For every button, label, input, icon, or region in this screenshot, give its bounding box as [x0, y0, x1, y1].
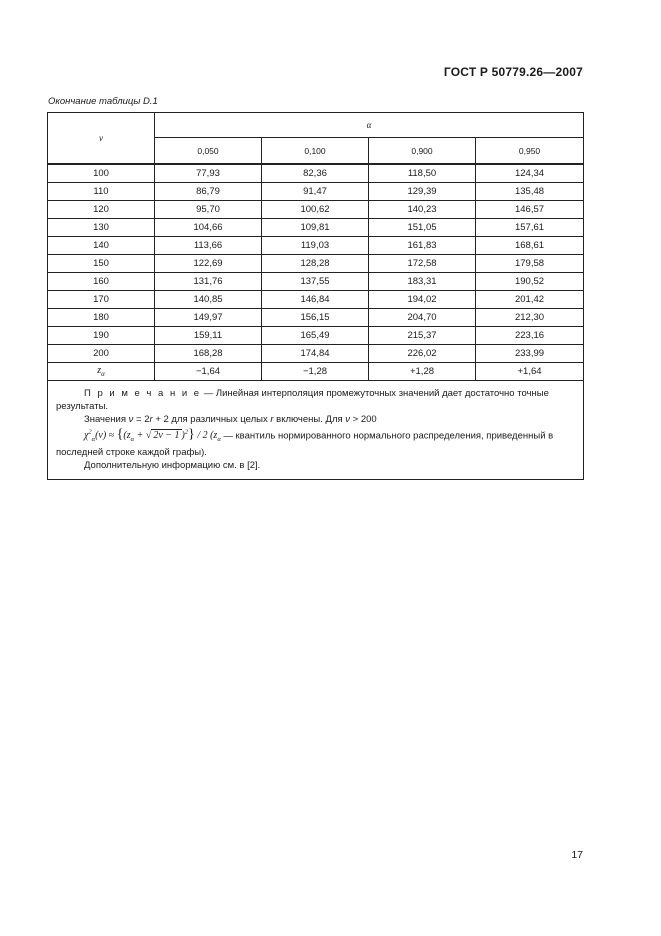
note-text: — квантиль нормированного нормального распределения, приведенный в последней строке каждой графы).	[56, 430, 554, 459]
value-cell: 212,30	[476, 309, 584, 327]
value-cell: 223,16	[476, 327, 584, 345]
z-value-cell: −1,28	[262, 363, 369, 381]
note-paragraph-4: Дополнительную информацию см. в [2].	[84, 460, 261, 472]
table-row	[48, 164, 584, 183]
note-paragraph-1	[56, 387, 575, 413]
table-row	[48, 309, 584, 327]
value-cell: 183,31	[369, 273, 476, 291]
z-value-cell: +1,64	[476, 363, 584, 381]
note-paragraph-3	[56, 426, 575, 459]
nu-cell: 150	[48, 255, 155, 273]
value-cell: 194,02	[369, 291, 476, 309]
value-cell: 168,28	[155, 345, 262, 363]
value-cell: 86,79	[155, 183, 262, 201]
table-frame	[47, 112, 583, 480]
value-cell: 151,05	[369, 219, 476, 237]
table-row	[48, 219, 584, 237]
note-text: — Линейная интерполяция промежуточных значений дает достаточно точные результаты.	[56, 388, 549, 412]
value-cell: 124,34	[476, 164, 584, 183]
value-cell: 118,50	[369, 164, 476, 183]
value-cell: 204,70	[369, 309, 476, 327]
z-alpha-label: $z_\alpha$	[48, 363, 155, 381]
value-cell: 113,66	[155, 237, 262, 255]
table-row	[48, 345, 584, 363]
value-cell: 95,70	[155, 201, 262, 219]
nu-cell: 120	[48, 201, 155, 219]
alpha-value-header: 0,100	[262, 138, 369, 164]
nu-column-header: ν	[48, 113, 155, 165]
value-cell: 226,02	[369, 345, 476, 363]
nu-cell: 190	[48, 327, 155, 345]
nu-cell: 180	[48, 309, 155, 327]
value-cell: 100,62	[262, 201, 369, 219]
note-row	[48, 381, 584, 480]
nu-cell: 130	[48, 219, 155, 237]
chi-square-formula: $\chi^2_\alpha(\nu) \approx \{(z_\alpha$ + √ 2ν − 1 )$^2$} / 2 ($z_\alpha$	[84, 427, 221, 444]
table-row	[48, 273, 584, 291]
note-cell	[48, 381, 584, 480]
value-cell: 119,03	[262, 237, 369, 255]
value-cell: 137,55	[262, 273, 369, 291]
value-cell: 91,47	[262, 183, 369, 201]
value-cell: 172,58	[369, 255, 476, 273]
alpha-value-header: 0,900	[369, 138, 476, 164]
alpha-value-header: 0,050	[155, 138, 262, 164]
value-cell: 233,99	[476, 345, 584, 363]
table-body	[48, 164, 584, 480]
value-cell: 157,61	[476, 219, 584, 237]
table-row	[48, 291, 584, 309]
page-number: 17	[571, 849, 583, 861]
value-cell: 146,84	[262, 291, 369, 309]
value-cell: 168,61	[476, 237, 584, 255]
value-cell: 174,84	[262, 345, 369, 363]
value-cell: 179,58	[476, 255, 584, 273]
value-cell: 135,48	[476, 183, 584, 201]
table-row	[48, 183, 584, 201]
table-row	[48, 237, 584, 255]
value-cell: 109,81	[262, 219, 369, 237]
value-cell: 122,69	[155, 255, 262, 273]
table-row	[48, 327, 584, 345]
table-row	[48, 201, 584, 219]
z-value-cell: +1,28	[369, 363, 476, 381]
value-cell: 149,97	[155, 309, 262, 327]
alpha-value-header: 0,950	[476, 138, 584, 164]
document-code: ГОСТ Р 50779.26—2007	[443, 65, 583, 79]
value-cell: 215,37	[369, 327, 476, 345]
nu-cell: 200	[48, 345, 155, 363]
nu-cell: 170	[48, 291, 155, 309]
value-cell: 140,85	[155, 291, 262, 309]
value-cell: 131,76	[155, 273, 262, 291]
value-cell: 156,15	[262, 309, 369, 327]
value-cell: 159,11	[155, 327, 262, 345]
note-label: П р и м е ч а н и е	[84, 388, 202, 399]
value-cell: 129,39	[369, 183, 476, 201]
table-row	[48, 255, 584, 273]
nu-cell: 110	[48, 183, 155, 201]
value-cell: 128,28	[262, 255, 369, 273]
value-cell: 146,57	[476, 201, 584, 219]
chi-square-table	[47, 112, 584, 480]
value-cell: 82,36	[262, 164, 369, 183]
value-cell: 104,66	[155, 219, 262, 237]
note-paragraph-2: Значения ν = 2r + 2 для различных целых r включены. Для ν > 200	[84, 414, 377, 425]
table-caption: Окончание таблицы D.1	[48, 96, 158, 107]
value-cell: 77,93	[155, 164, 262, 183]
value-cell: 190,52	[476, 273, 584, 291]
z-value-cell: −1,64	[155, 363, 262, 381]
value-cell: 165,49	[262, 327, 369, 345]
value-cell: 140,23	[369, 201, 476, 219]
nu-cell: 140	[48, 237, 155, 255]
alpha-column-header: α	[155, 113, 584, 138]
nu-cell: 160	[48, 273, 155, 291]
z-alpha-row	[48, 363, 584, 381]
nu-cell: 100	[48, 164, 155, 183]
value-cell: 161,83	[369, 237, 476, 255]
value-cell: 201,42	[476, 291, 584, 309]
